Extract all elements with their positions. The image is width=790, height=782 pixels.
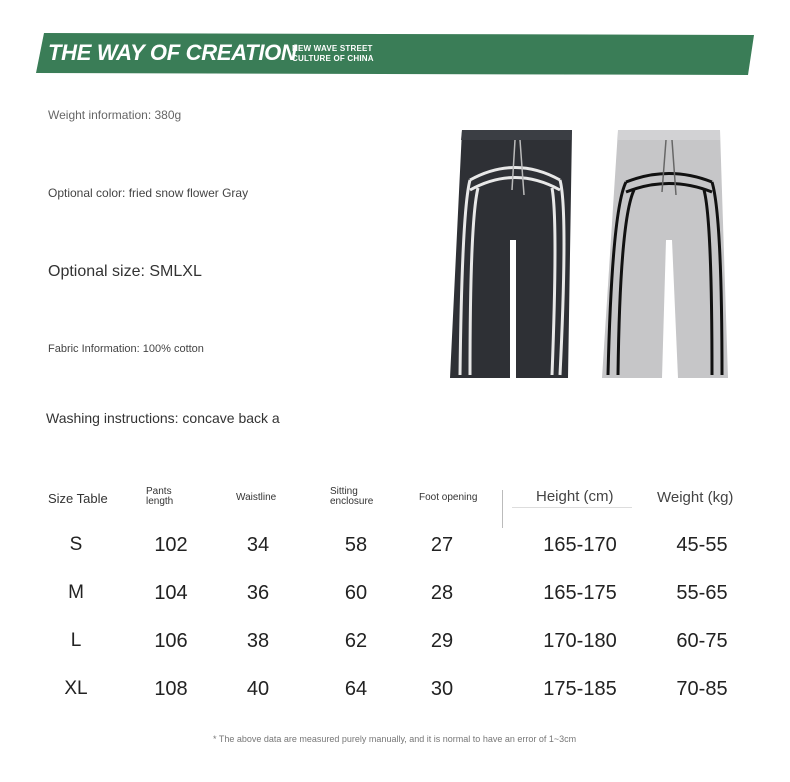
waist-cell: 40 xyxy=(246,678,270,700)
sitting-cell: 60 xyxy=(344,582,368,604)
waist-cell: 34 xyxy=(246,534,270,556)
header-height: Height (cm) xyxy=(536,488,614,505)
length-cell: 108 xyxy=(154,678,188,700)
foot-cell: 29 xyxy=(430,630,454,652)
washing-info: Washing instructions: concave back a xyxy=(46,410,280,426)
header-pants-line1: Pants xyxy=(146,486,172,497)
black-pants-image xyxy=(450,130,572,378)
length-cell: 104 xyxy=(154,582,188,604)
color-info: Optional color: fried snow flower Gray xyxy=(48,186,249,200)
header-waistline: Waistline xyxy=(236,492,277,503)
size-info: Optional size: SMLXL xyxy=(48,263,202,280)
weight-cell: 60-75 xyxy=(676,630,728,652)
header-pants-line2: length xyxy=(146,496,174,507)
header-sitting-enclosure xyxy=(330,487,373,507)
height-cell: 175-185 xyxy=(543,678,617,700)
product-image xyxy=(440,120,740,385)
header-weight: Weight (kg) xyxy=(657,489,734,506)
header-size-table: Size Table xyxy=(48,491,108,506)
weight-info: Weight information: 380g xyxy=(48,108,182,122)
length-cell: 102 xyxy=(154,534,188,556)
size-cell: S xyxy=(69,534,83,555)
weight-cell: 70-85 xyxy=(676,678,728,700)
measurement-note: * The above data are measured purely manually, and it is normal to have an error of 1~3cm xyxy=(213,734,577,744)
sitting-cell: 58 xyxy=(344,534,368,556)
header-divider xyxy=(502,490,503,528)
banner-subtitle-line2: CULTURE OF CHINA xyxy=(292,54,374,63)
length-cell: 106 xyxy=(154,630,188,652)
header-sitting-line1: Sitting xyxy=(330,486,358,497)
foot-cell: 28 xyxy=(430,582,454,604)
header-banner xyxy=(36,33,754,75)
size-cell: L xyxy=(70,630,82,651)
header-underline xyxy=(512,507,632,508)
height-cell: 165-170 xyxy=(543,534,617,556)
height-cell: 165-175 xyxy=(543,582,617,604)
weight-cell: 55-65 xyxy=(676,582,728,604)
size-cell: M xyxy=(68,582,84,603)
banner-subtitle-line1: NEW WAVE STREET xyxy=(292,44,373,53)
height-cell: 170-180 xyxy=(543,630,617,652)
waist-cell: 36 xyxy=(246,582,270,604)
banner-title: THE WAY OF CREATION xyxy=(48,40,297,65)
size-cell: XL xyxy=(64,678,88,699)
header-sitting-line2: enclosure xyxy=(330,496,374,507)
gray-pants-image xyxy=(602,130,728,378)
foot-cell: 30 xyxy=(430,678,454,700)
waist-cell: 38 xyxy=(246,630,270,652)
header-foot-opening: Foot opening xyxy=(419,492,478,503)
header-pants-length xyxy=(146,487,173,507)
foot-cell: 27 xyxy=(430,534,454,556)
weight-cell: 45-55 xyxy=(676,534,728,556)
sitting-cell: 64 xyxy=(344,678,368,700)
sitting-cell: 62 xyxy=(344,630,368,652)
fabric-info: Fabric Information: 100% cotton xyxy=(48,343,204,355)
banner-subtitle xyxy=(292,44,374,64)
